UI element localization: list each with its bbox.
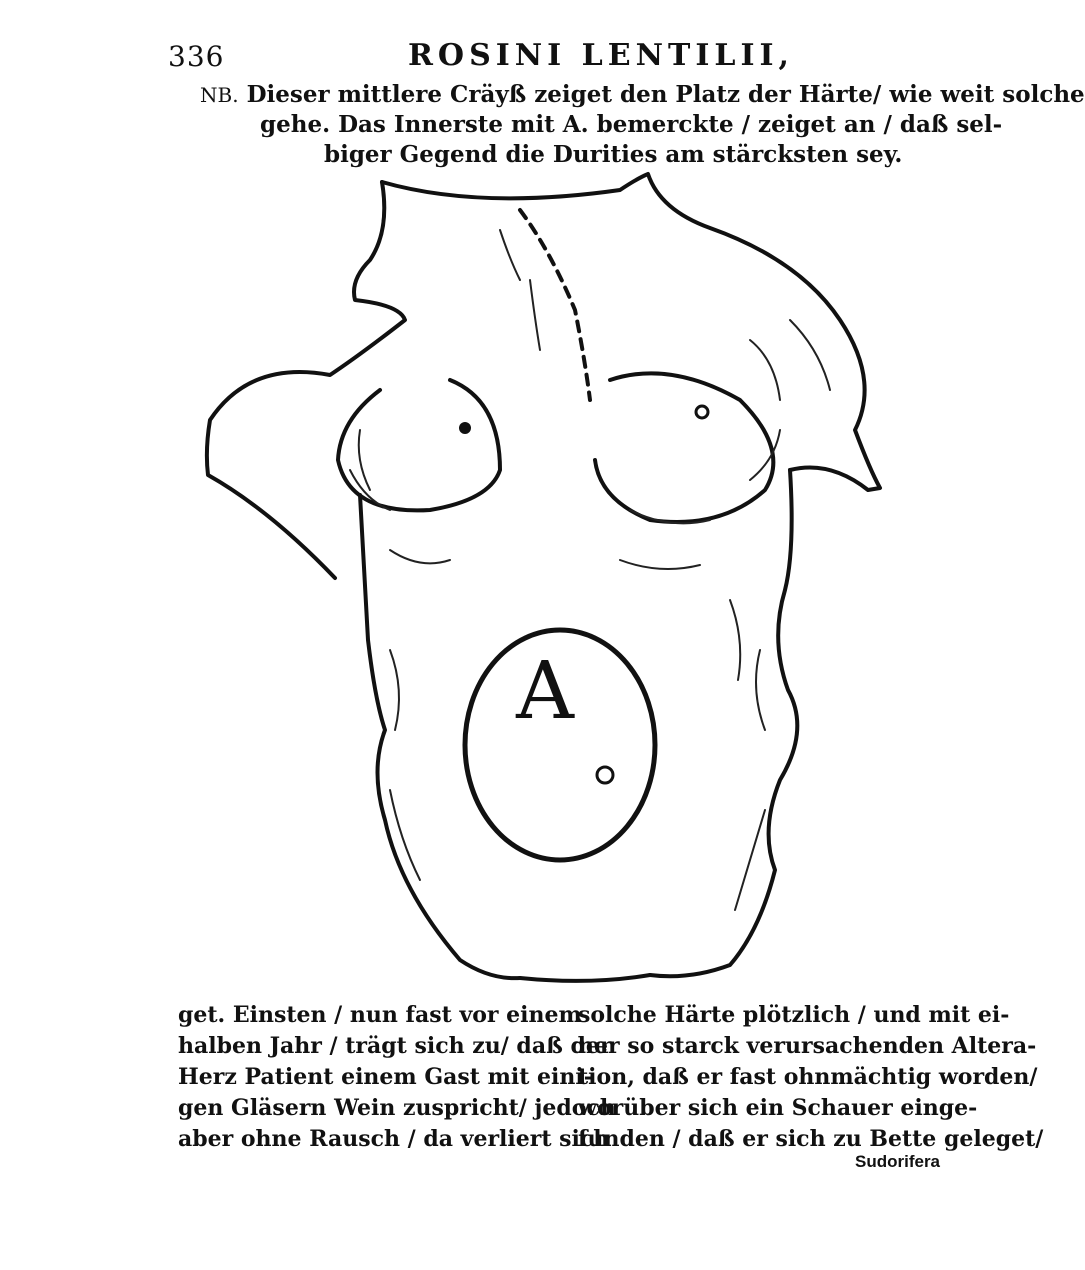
right-breast [595,373,773,522]
left-breast [338,380,500,510]
torso-right-side [650,470,797,976]
navel [597,767,613,783]
note-line-1: NB. Dieser mittlere Cräyß zeiget den Platz der Härte/ wie weit solche [200,81,1085,108]
figure-label-a: A [516,644,574,737]
left-arm-outline [207,182,405,578]
torso-bottom [520,975,650,981]
left-column-text [178,1000,616,1155]
torso-illustration [190,170,910,995]
figure-note [200,80,1085,170]
right-line-4: worüber sich ein Schauer einge- [578,1095,978,1121]
right-column-text [578,1000,1044,1155]
torso-woodcut-svg [190,170,910,995]
page-number: 336 [168,40,225,73]
left-line-4: gen Gläsern Wein zuspricht/ jedoch [178,1095,616,1121]
right-line-1: solche Härte plötzlich / und mit ei- [578,1002,1010,1028]
right-line-2: ner so starck verursachenden Altera- [578,1033,1037,1059]
right-nipple [696,406,708,418]
left-line-2: halben Jahr / trägt sich zu/ daß der [178,1033,612,1059]
left-line-5: aber ohne Rausch / da verliert sich [178,1126,610,1152]
left-line-1: get. Einsten / nun fast vor einem [178,1002,582,1028]
torso-outline-top [382,174,880,490]
running-head: ROSINI LENTILII, [408,38,795,73]
left-line-3: Herz Patient einem Gast mit eini- [178,1064,593,1090]
right-line-5: funden / daß er sich zu Bette geleget/ [578,1126,1044,1152]
note-line-2: gehe. Das Innerste mit A. bemerckte / zeiget an / daß sel- [260,111,1003,138]
nota-bene-mark: NB. [200,83,239,107]
torso-left-side [360,495,520,978]
right-line-3: tion, daß er fast ohnmächtig worden/ [578,1064,1038,1090]
catchword: Sudorifera [855,1152,941,1171]
sternum-line [520,210,590,400]
note-line-3: biger Gegend die Durities am stärcksten sey. [324,141,903,168]
left-nipple [459,422,471,434]
